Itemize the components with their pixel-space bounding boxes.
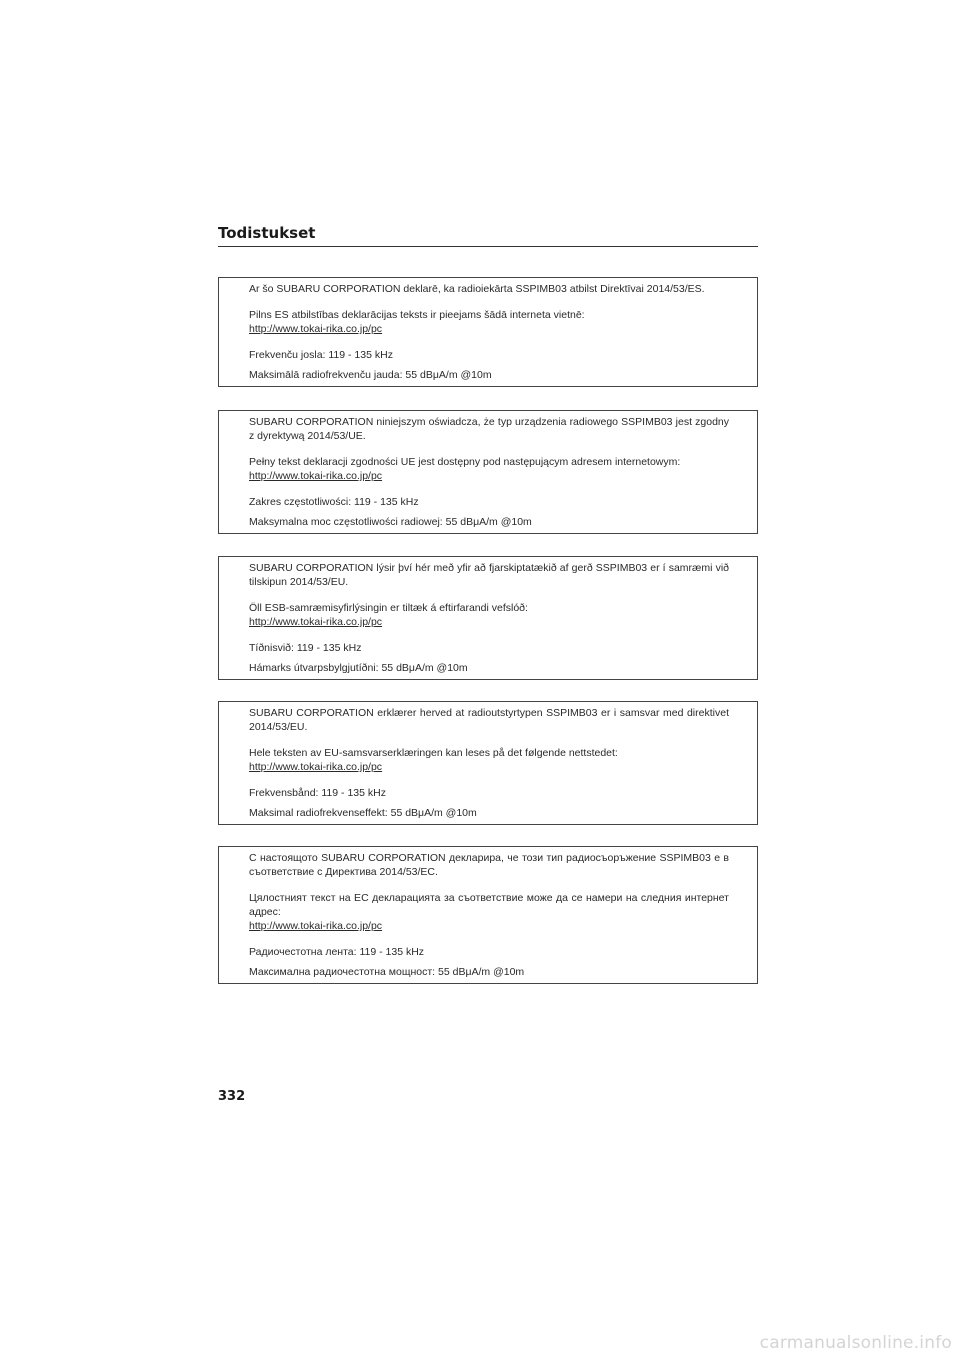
declaration-url-link[interactable]: http://www.tokai-rika.co.jp/pc — [249, 616, 383, 628]
declaration-statement: SUBARU CORPORATION niniejszym oświadcza, że typ urządzenia radiowego SSPIMB03 jest zgodny z dyrektywą 2014/53/UE. — [249, 416, 729, 442]
declaration-box-latvian — [218, 277, 758, 387]
page-title: Todistukset — [218, 224, 758, 247]
page-number: 332 — [218, 1089, 246, 1104]
declaration-statement: SUBARU CORPORATION lýsir því hér með yfir að fjarskiptatækið af gerð SSPIMB03 er í samræmi við tilskipun 2014/53/EU. — [249, 562, 729, 588]
declaration-fulltext-intro: Hele teksten av EU-samsvarserklæringen kan leses på det følgende nettstedet: — [249, 747, 618, 759]
declaration-url-link[interactable]: http://www.tokai-rika.co.jp/pc — [249, 761, 383, 773]
declaration-fulltext-intro: Pilns ES atbilstības deklarācijas teksts ir pieejams šādā interneta vietnē: — [249, 309, 585, 321]
declaration-frequency: Frekvensbånd: 119 - 135 kHz — [249, 787, 386, 799]
declaration-power: Hámarks útvarpsbylgjutíðni: 55 dBμA/m @10m — [249, 662, 468, 674]
declaration-statement: Ar šo SUBARU CORPORATION deklarē, ka radioiekārta SSPIMB03 atbilst Direktīvai 2014/53/ES. — [249, 283, 705, 295]
declaration-frequency: Радиочестотна лента: 119 - 135 kHz — [249, 946, 425, 958]
declaration-box-icelandic — [218, 556, 758, 680]
declaration-statement: С настоящото SUBARU CORPORATION декларира, че този тип радиосъоръжение SSPIMB03 е в съответствие с Директива 2014/53/ЕС. — [249, 852, 729, 878]
page-header — [218, 224, 758, 247]
declaration-url-link[interactable]: http://www.tokai-rika.co.jp/pc — [249, 920, 383, 932]
declaration-box-norwegian — [218, 701, 758, 825]
declaration-frequency: Frekvenču josla: 119 - 135 kHz — [249, 349, 393, 361]
declaration-frequency: Zakres częstotliwości: 119 - 135 kHz — [249, 496, 419, 508]
declaration-power: Maksymalna moc częstotliwości radiowej: 55 dBμA/m @10m — [249, 516, 532, 528]
declaration-power: Maksimālā radiofrekvenču jauda: 55 dBμA/m @10m — [249, 369, 492, 381]
declaration-fulltext-intro: Öll ESB-samræmisyfirlýsingin er tiltæk á eftirfarandi vefslóð: — [249, 602, 528, 614]
watermark: carmanualsonline.info — [759, 1333, 952, 1353]
declaration-power: Maksimal radiofrekvenseffekt: 55 dBμA/m @10m — [249, 807, 477, 819]
declaration-url-link[interactable]: http://www.tokai-rika.co.jp/pc — [249, 470, 383, 482]
declaration-frequency: Tíðnisvið: 119 - 135 kHz — [249, 642, 362, 654]
declaration-box-polish — [218, 410, 758, 534]
declaration-url-link[interactable]: http://www.tokai-rika.co.jp/pc — [249, 323, 383, 335]
declaration-box-bulgarian — [218, 846, 758, 984]
declaration-fulltext-intro: Цялостният текст на ЕС декларацията за съответствие може да се намери на следния интернет адрес: — [249, 892, 729, 918]
declaration-fulltext-intro: Pełny tekst deklaracji zgodności UE jest dostępny pod następującym adresem internetowym: — [249, 456, 681, 468]
declaration-power: Максимална радиочестотна мощност: 55 dBμA/m @10m — [249, 966, 525, 978]
declaration-statement: SUBARU CORPORATION erklærer herved at radioutstyrtypen SSPIMB03 er i samsvar med direktivet 2014/53/EU. — [249, 707, 729, 733]
